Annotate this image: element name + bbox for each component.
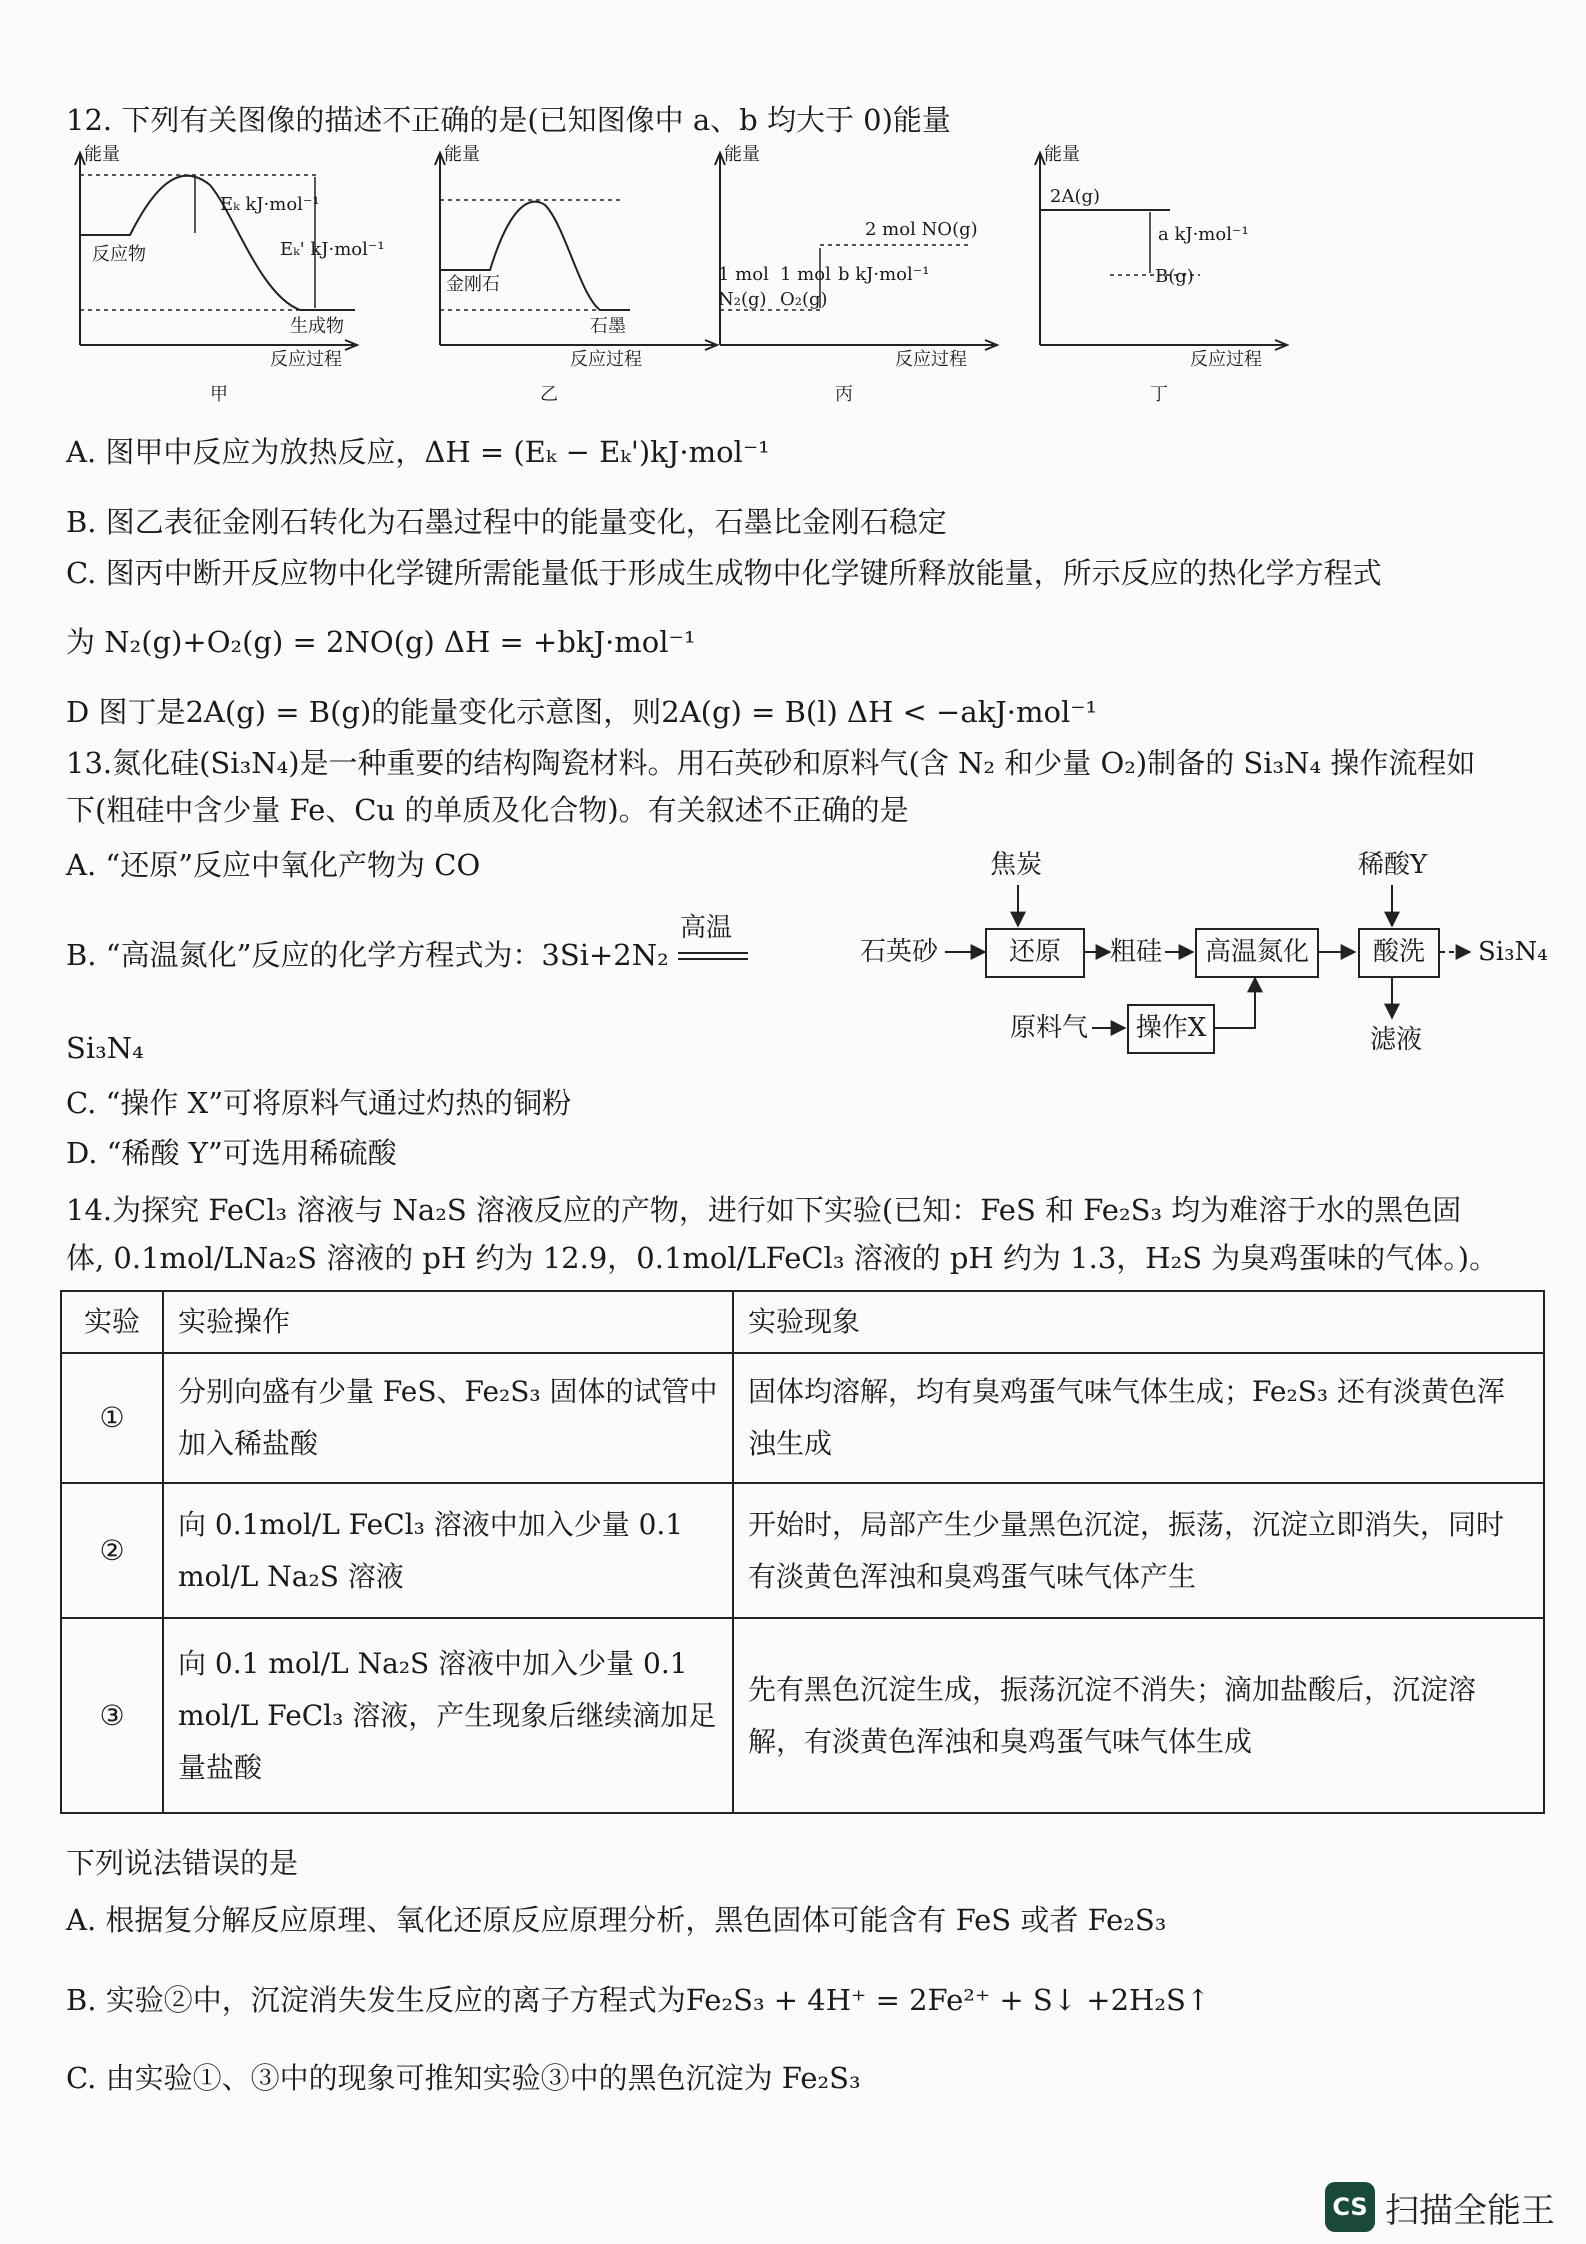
table-cell-id: ① [61, 1353, 163, 1483]
q12-option-b: B. 图乙表征金刚石转化为石墨过程中的能量变化，石墨比金刚石稳定 [66, 505, 947, 539]
diagram-bing-ylabel: 能量 [724, 144, 760, 165]
diagram-bing-b: b kJ·mol⁻¹ [838, 264, 930, 285]
experiment-table [60, 1290, 1545, 1814]
table-cell-obs: 开始时，局部产生少量黑色沉淀，振荡，沉淀立即消失，同时有淡黄色浑浊和臭鸡蛋气味气体产生 [733, 1483, 1544, 1618]
diagram-yi-ylabel: 能量 [444, 144, 480, 165]
scanner-logo [1325, 2180, 1555, 2234]
flow-gas: 原料气 [1010, 1013, 1089, 1043]
q12-stem: 12. 下列有关图像的描述不正确的是(已知图像中 a、b 均大于 0)能量 [66, 103, 951, 137]
table-row [61, 1618, 1544, 1813]
diagram-yi-xlabel: 反应过程 [570, 349, 642, 370]
table-header-cell: 实验操作 [163, 1291, 733, 1353]
flow-coke: 焦炭 [990, 850, 1043, 880]
q12-option-d: D 图丁是2A(g) = B(g)的能量变化示意图，则2A(g) = B(l) ΔH < −akJ·mol⁻¹ [66, 695, 1098, 729]
diagram-jia-name: 甲 [210, 384, 228, 405]
diagram-yi-graphite: 石墨 [590, 316, 626, 337]
diagram-bing-1mol-a: 1 mol [718, 264, 769, 285]
diagram-bing-n2: N₂(g) [718, 289, 767, 310]
diagram-bing-no: 2 mol NO(g) [865, 219, 978, 240]
diagram-bing-name: 丙 [835, 384, 853, 405]
flow-crude: 粗硅 [1110, 937, 1163, 967]
diagram-ding-name: 丁 [1150, 384, 1168, 405]
q14-prompt: 下列说法错误的是 [66, 1846, 299, 1880]
q14-stem-1: 14.为探究 FeCl₃ 溶液与 Na₂S 溶液反应的产物，进行如下实验(已知：FeS 和 Fe₂S₃ 均为难溶于水的黑色固 [66, 1193, 1462, 1227]
q14-option-c: C. 由实验①、③中的现象可推知实验③中的黑色沉淀为 Fe₂S₃ [66, 2061, 861, 2095]
diagram-bing-o2: O₂(g) [780, 289, 828, 310]
table-cell-op: 向 0.1 mol/L Na₂S 溶液中加入少量 0.1 mol/L FeCl₃ 溶液，产生现象后继续滴加足量盐酸 [163, 1618, 733, 1813]
q12-option-c1: C. 图丙中断开反应物中化学键所需能量低于形成生成物中化学键所释放能量，所示反应的热化学方程式 [66, 556, 1382, 590]
diagram-jia-reactant: 反应物 [92, 244, 146, 265]
flow-box-reduce: 还原 [985, 928, 1085, 978]
table-cell-id: ③ [61, 1618, 163, 1813]
scanner-app-name: 扫描全能王 [1385, 2190, 1555, 2231]
scanner-logo-icon: CS [1325, 2182, 1375, 2232]
table-header-cell: 实验现象 [733, 1291, 1544, 1353]
diagram-bing-xlabel: 反应过程 [895, 349, 967, 370]
flow-start: 石英砂 [860, 937, 939, 967]
table-cell-op: 向 0.1mol/L FeCl₃ 溶液中加入少量 0.1 mol/L Na₂S 溶液 [163, 1483, 733, 1618]
table-row [61, 1483, 1544, 1618]
table-header-cell: 实验 [61, 1291, 163, 1353]
q12-option-a: A. 图甲中反应为放热反应，ΔH = (Eₖ − Eₖ')kJ·mol⁻¹ [66, 435, 770, 469]
q13-option-a: A. “还原”反应中氧化产物为 CO [66, 848, 481, 882]
flow-product: Si₃N₄ [1478, 937, 1548, 967]
flow-box-nitride: 高温氮化 [1195, 928, 1319, 978]
diagram-jia-ylabel: 能量 [84, 144, 120, 165]
q13-stem-1: 13.氮化硅(Si₃N₄)是一种重要的结构陶瓷材料。用石英砂和原料气(含 N₂ 和少量 O₂)制备的 Si₃N₄ 操作流程如 [66, 746, 1476, 780]
diagram-ding-xlabel: 反应过程 [1190, 349, 1262, 370]
q12-option-c2: 为 N₂(g)+O₂(g) = 2NO(g) ΔH = +bkJ·mol⁻¹ [66, 625, 696, 659]
q13-stem-2: 下(粗硅中含少量 Fe、Cu 的单质及化合物)。有关叙述不正确的是 [66, 793, 909, 827]
q14-option-b: B. 实验②中，沉淀消失发生反应的离子方程式为Fe₂S₃ + 4H⁺ = 2Fe²⁺ + S↓ +2H₂S↑ [66, 1983, 1211, 2017]
flow-acid: 稀酸Y [1358, 850, 1428, 880]
diagram-jia-ek2: Eₖ' kJ·mol⁻¹ [280, 239, 385, 260]
q13-option-b-product: Si₃N₄ [66, 1031, 144, 1065]
flow-box-op: 操作X [1127, 1004, 1215, 1054]
diagram-jia-xlabel: 反应过程 [270, 349, 342, 370]
table-cell-obs: 固体均溶解，均有臭鸡蛋气味气体生成；Fe₂S₃ 还有淡黄色浑浊生成 [733, 1353, 1544, 1483]
diagram-yi-diamond: 金刚石 [446, 274, 500, 295]
q14-stem-2: 体, 0.1mol/LNa₂S 溶液的 pH 约为 12.9，0.1mol/LFeCl₃ 溶液的 pH 约为 1.3，H₂S 为臭鸡蛋味的气体。)。 [66, 1241, 1499, 1275]
diagram-ding-a: a kJ·mol⁻¹ [1158, 224, 1249, 245]
table-cell-op: 分别向盛有少量 FeS、Fe₂S₃ 固体的试管中加入稀盐酸 [163, 1353, 733, 1483]
q13-option-b-condition: 高温 [679, 913, 732, 943]
diagram-ding-b: B(g) [1155, 266, 1194, 287]
q13-option-c: C. “操作 X”可将原料气通过灼热的铜粉 [66, 1086, 572, 1120]
diagram-yi-name: 乙 [540, 384, 558, 405]
diagram-ding-2a: 2A(g) [1050, 186, 1101, 207]
diagram-jia-ek: Eₖ kJ·mol⁻¹ [220, 194, 320, 215]
table-cell-obs: 先有黑色沉淀生成，振荡沉淀不消失；滴加盐酸后，沉淀溶解，有淡黄色浑浊和臭鸡蛋气味气体生成 [733, 1618, 1544, 1813]
q14-option-a: A. 根据复分解反应原理、氧化还原反应原理分析，黑色固体可能含有 FeS 或者 Fe₂S₃ [66, 1903, 1167, 1937]
flowchart-arrows [0, 0, 1586, 1100]
diagram-jia-product: 生成物 [290, 316, 344, 337]
q13-option-d: D. “稀酸 Y”可选用稀硫酸 [66, 1136, 397, 1170]
table-cell-id: ② [61, 1483, 163, 1618]
q13-option-b-text: B. “高温氮化”反应的化学方程式为：3Si+2N₂ [66, 938, 669, 972]
table-row [61, 1353, 1544, 1483]
diagram-bing-1mol-b: 1 mol [780, 264, 831, 285]
flow-filtrate: 滤液 [1370, 1025, 1423, 1055]
flow-box-wash: 酸洗 [1358, 928, 1440, 978]
table-header-row [61, 1291, 1544, 1353]
diagram-ding-ylabel: 能量 [1044, 144, 1080, 165]
